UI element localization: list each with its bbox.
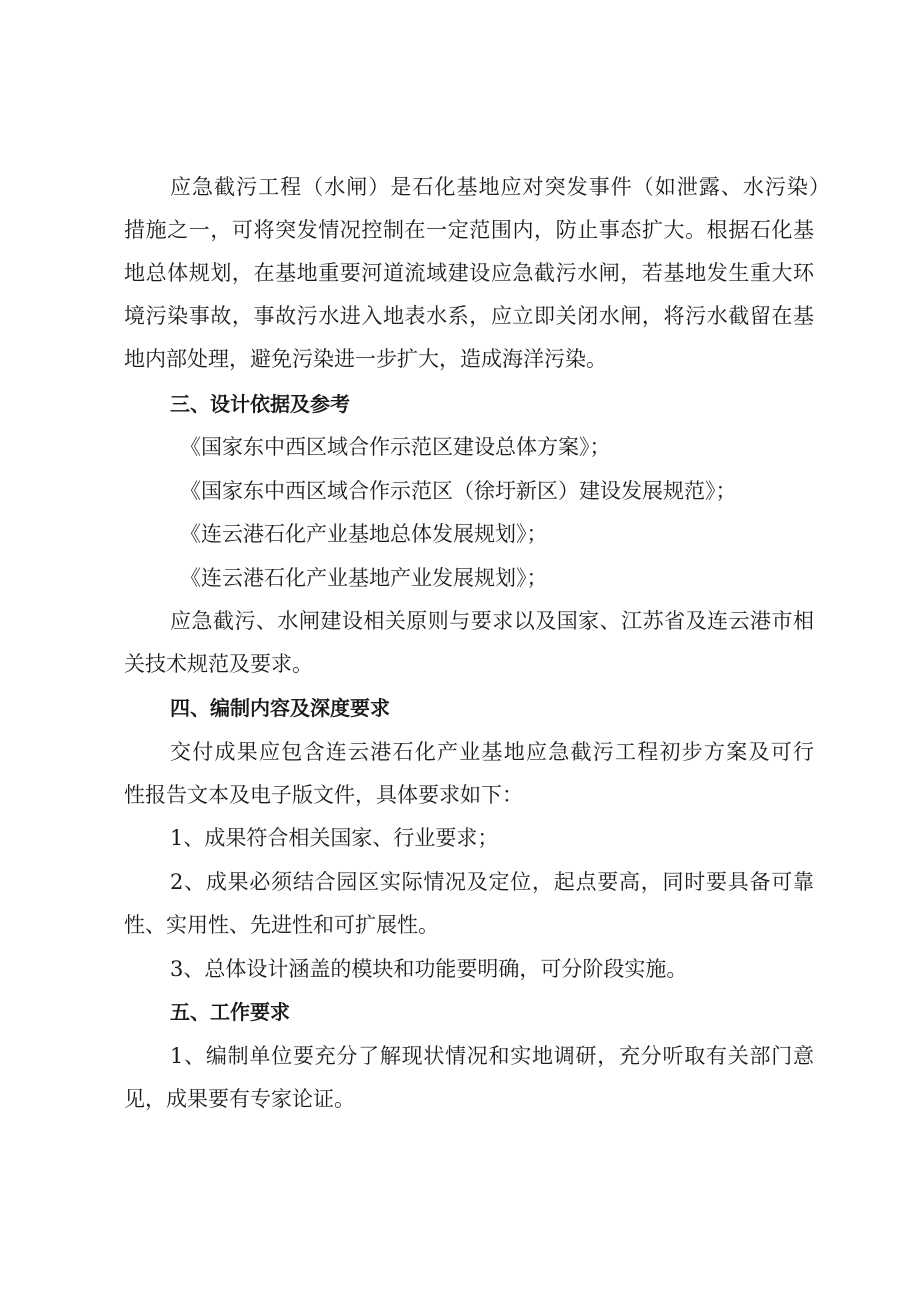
intro-line-2: 措施之一，可将突发情况控制在一定范围内，防止事态扩大。根据石化基 — [124, 218, 814, 242]
section-3-para-line-2: 关技术规范及要求。 — [124, 652, 313, 676]
section-4-item-1: 1、成果符合相关国家、行业要求； — [170, 826, 499, 850]
reference-item: 《国家东中西区域合作示范区建设总体方案》； — [180, 435, 611, 459]
reference-item: 《连云港石化产业基地总体发展规划》； — [180, 522, 548, 546]
reference-item: 《国家东中西区域合作示范区（徐圩新区）建设发展规范》； — [180, 479, 737, 503]
section-4-para-line-2: 性报告文本及电子版文件，具体要求如下： — [124, 783, 523, 807]
intro-line-5: 地内部处理，避免污染进一步扩大，造成海洋污染。 — [124, 347, 607, 371]
section-5-item-1-line-1: 1、编制单位要充分了解现状情况和实地调研，充分听取有关部门意 — [170, 1044, 814, 1068]
section-3-para-line-1: 应急截污、水闸建设相关原则与要求以及国家、江苏省及连云港市相 — [170, 609, 814, 633]
section-4-para-line-1: 交付成果应包含连云港石化产业基地应急截污工程初步方案及可行 — [170, 740, 814, 764]
section-4-item-2-line-2: 性、实用性、先进性和可扩展性。 — [124, 913, 439, 937]
intro-line-3: 地总体规划，在基地重要河道流域建设应急截污水闸，若基地发生重大环 — [124, 261, 814, 285]
section-4-item-3: 3、总体设计涵盖的模块和功能要明确，可分阶段实施。 — [170, 957, 688, 981]
section-5-item-1-line-2: 见，成果要有专家论证。 — [124, 1087, 355, 1111]
section-4-heading: 四、编制内容及深度要求 — [170, 696, 390, 720]
section-3-heading: 三、设计依据及参考 — [170, 392, 350, 416]
section-4-item-2-line-1: 2、成果必须结合园区实际情况及定位，起点要高，同时要具备可靠 — [170, 870, 814, 894]
reference-item: 《连云港石化产业基地产业发展规划》； — [180, 566, 548, 590]
intro-line-4: 境污染事故，事故污水进入地表水系，应立即关闭水闸，将污水截留在基 — [124, 304, 814, 328]
intro-line-1: 应急截污工程（水闸）是石化基地应对突发事件（如泄露、水污染） — [170, 175, 830, 199]
section-5-heading: 五、工作要求 — [170, 1000, 290, 1024]
